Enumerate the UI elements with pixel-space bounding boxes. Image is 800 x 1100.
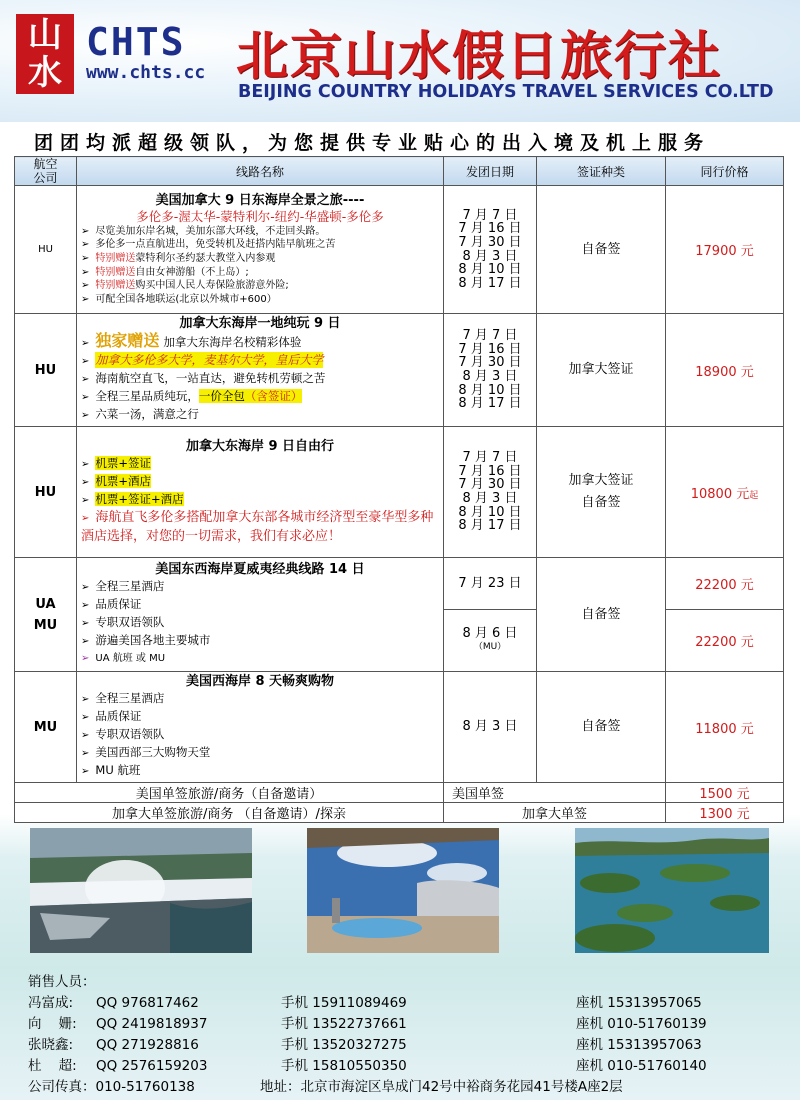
price: 17900 元: [666, 186, 784, 314]
list-item: [81, 279, 439, 293]
table-row: [15, 558, 784, 610]
dates-cell: [444, 314, 537, 427]
niagara-falls-photo: [30, 828, 252, 953]
item-text: 全程三星品质纯玩，: [95, 389, 199, 403]
table-header-row: [15, 157, 784, 186]
list-item: [28, 1014, 788, 1035]
sales-label: 销售人员：: [28, 974, 96, 990]
table-row: [15, 314, 784, 427]
logo: [16, 14, 74, 94]
item-highlight: 一价全包: [198, 389, 245, 403]
list-item: ➢ 可配全国各地联运(北京以外城市+600）: [81, 293, 439, 307]
date: 8 月 17 日: [458, 275, 522, 291]
date: 7 月 30 日: [458, 477, 522, 493]
visa: 自备签: [537, 672, 666, 783]
airline: HU: [15, 427, 77, 558]
qq: QQ 2576159203: [96, 1058, 208, 1074]
visa: 加拿大签证: [537, 314, 666, 427]
logo-char-2: 水: [28, 53, 62, 93]
visa-detail: 旅游/商务（自备邀请）: [187, 787, 323, 802]
date: 8 月 17 日: [458, 518, 522, 534]
dates-cell: [444, 186, 537, 314]
date: 8 月 10 日: [458, 262, 522, 278]
list-item: ➢ 游遍美国各地主要城市: [81, 632, 439, 650]
list-item: ➢ 尽览美加东岸名城，美加东部大环线，不走回头路。: [81, 225, 439, 239]
landline: 座机 010-51760140: [576, 1058, 707, 1074]
option: 机票+签证: [95, 455, 152, 470]
list-item: ➢ 专职双语领队: [81, 614, 439, 632]
airline: MU: [33, 617, 58, 633]
date: 8 月 3 日: [462, 491, 518, 506]
list-item: ➢ 全程三星酒店: [81, 578, 439, 596]
date: 8 月 3 日: [444, 672, 537, 783]
mobile: 手机 15810550350: [281, 1058, 407, 1074]
price: 1300 元: [666, 803, 784, 823]
special-tag: 特别赠送: [95, 280, 136, 292]
single-visa-desc: [15, 803, 444, 823]
landline: 座机 15313957063: [576, 1037, 702, 1053]
airline: MU: [15, 672, 77, 783]
contact-footer: [28, 1077, 788, 1098]
list-item: [28, 993, 788, 1014]
col-price: 同行价格: [666, 157, 784, 186]
route-title: 美国西海岸 8 天畅爽购物: [185, 674, 335, 689]
address: 地址：北京市海淀区阜成门42号中裕商务花园41号楼A座2层: [260, 1079, 623, 1095]
route-title: 美国东西海岸夏威夷经典线路 14 日: [155, 562, 365, 577]
list-item: [81, 266, 439, 280]
visa-cell: [537, 427, 666, 558]
list-item: [81, 491, 439, 509]
date: 7 月 16 日: [458, 341, 522, 357]
col-visa: 签证种类: [537, 157, 666, 186]
airline: HU: [15, 186, 77, 314]
stadium-photo: [307, 828, 499, 953]
date: 8 月 17 日: [458, 396, 522, 412]
table-row: [15, 783, 784, 803]
route-cell: [77, 672, 444, 783]
list-item: [81, 388, 439, 406]
date: 7 月 30 日: [458, 355, 522, 371]
visa: 美国单签: [444, 783, 666, 803]
date: 7 月 16 日: [458, 221, 522, 237]
table-row: [15, 186, 784, 314]
option: 机票+签证+酒店: [95, 491, 184, 506]
table-row: [15, 427, 784, 558]
list-item: ➢ 品质保证: [81, 708, 439, 726]
visa-detail: 旅游/商务 （自备邀请）/探亲: [177, 807, 346, 822]
date-cell: [444, 610, 537, 672]
date: 8 月 3 日: [462, 248, 518, 264]
list-item: ➢ MU 航班: [81, 762, 439, 780]
price: 11800 元: [666, 672, 784, 783]
lake-islands-photo: [575, 828, 769, 953]
list-item: [81, 332, 439, 352]
person-name: 杜 超:: [28, 1058, 77, 1074]
airline: UA: [35, 596, 56, 612]
company-name-cn: 北京山水假日旅行社: [236, 27, 723, 87]
universities: 加拿大多伦多大学，麦基尔大学，皇后大学: [95, 353, 324, 367]
date: 7 月 7 日: [462, 450, 518, 466]
qq: QQ 2419818937: [96, 1016, 208, 1032]
dates-cell: [444, 427, 537, 558]
all-inclusive-badge: [199, 389, 303, 403]
airline-cell: [15, 558, 77, 672]
option: 机票+酒店: [95, 473, 152, 488]
person-name: 向 姗:: [28, 1016, 77, 1032]
table-row: [15, 803, 784, 823]
list-item: [81, 352, 439, 370]
visa-name: 美国单签: [135, 787, 188, 802]
company-name-en: BEIJING COUNTRY HOLIDAYS TRAVEL SERVICES CO.LTD: [238, 82, 774, 102]
special-tag: 特别赠送: [95, 252, 136, 264]
route-cities: 多伦多-渥太华-蒙特利尔-纽约-华盛顿-多伦多: [136, 208, 384, 224]
list-item: ➢ 多伦多一点直航进出，免受转机及赶搭内陆早航班之苦: [81, 238, 439, 252]
list-item: ➢ 美国西部三大购物天堂: [81, 744, 439, 762]
list-item: ➢ 六菜一汤，满意之行: [81, 406, 439, 424]
date: 7 月 7 日: [462, 207, 518, 223]
tour-table: [14, 156, 784, 823]
special-text: 自由女神游船（不上岛）;: [135, 266, 249, 278]
special-tag: 特别赠送: [95, 266, 136, 278]
route-title: 加拿大东海岸一地纯玩 9 日: [179, 316, 341, 331]
list-item: ➢ 品质保证: [81, 596, 439, 614]
date: 8 月 3 日: [462, 369, 518, 384]
route-title: 加拿大东海岸 9 日自由行: [185, 438, 335, 454]
airline: HU: [15, 314, 77, 427]
date: 8 月 10 日: [458, 382, 522, 398]
header: [0, 0, 800, 122]
date: 7 月 16 日: [458, 463, 522, 479]
visa-name: 加拿大单签: [112, 807, 178, 822]
brand-name: CHTS: [86, 20, 186, 64]
date: 8 月 6 日: [462, 625, 518, 641]
date: 7 月 7 日: [462, 328, 518, 344]
date: 7 月 30 日: [458, 234, 522, 250]
special-text: 蒙特利尔圣约瑟大教堂入内参观: [135, 252, 276, 264]
list-item: ➢ 海南航空直飞，一站直达，避免转机劳顿之苦: [81, 370, 439, 388]
mobile: 手机 13520327275: [281, 1037, 407, 1053]
price: 10800 元: [690, 486, 750, 502]
col-date: 发团日期: [444, 157, 537, 186]
price: 22200 元: [666, 610, 784, 672]
slogan: 团团均派超级领队，为您提供专业贴心的出入境及机上服务: [34, 132, 711, 154]
item-tag: （含签证）: [244, 389, 303, 403]
date: 7 月 23 日: [444, 558, 537, 610]
gift-text: 加拿大东海岸名校精彩体验: [163, 335, 302, 349]
table-row: [15, 672, 784, 783]
website: www.chts.cc: [86, 62, 206, 83]
single-visa-desc: [15, 783, 444, 803]
list-item: ➢ 全程三星酒店: [81, 690, 439, 708]
visa: 自备签: [537, 558, 666, 672]
visa: 自备签: [537, 186, 666, 314]
route-cell: [77, 427, 444, 558]
list-item: ➢ 专职双语领队: [81, 726, 439, 744]
landline: 座机 15313957065: [576, 995, 702, 1011]
person-name: 冯富成:: [28, 995, 74, 1011]
price-suffix: 起: [749, 490, 759, 501]
col-airline: 航空 公司: [15, 157, 77, 186]
qq: QQ 271928816: [96, 1037, 199, 1053]
price: 22200 元: [666, 558, 784, 610]
list-item: [81, 473, 439, 491]
visa: 加拿大签证: [568, 473, 634, 488]
mobile: 手机 13522737661: [281, 1016, 407, 1032]
route-cell: [77, 314, 444, 427]
route-cell: [77, 558, 444, 672]
mobile: 手机 15911089469: [281, 995, 407, 1011]
price: 18900 元: [666, 314, 784, 427]
list-item: [81, 252, 439, 266]
special-text: 购买中国人民人寿保险旅游意外险;: [135, 280, 289, 292]
list-item: ➢ UA 航班 或 MU: [81, 650, 439, 667]
price-cell: [666, 427, 784, 558]
date-note: （MU）: [473, 641, 507, 652]
sales-contacts: [28, 972, 788, 1098]
list-item: [28, 1035, 788, 1056]
person-name: 张晓鑫:: [28, 1037, 74, 1053]
date: 8 月 10 日: [458, 504, 522, 520]
visa: 自备签: [581, 495, 621, 510]
route-title: 美国加拿大 9 日东海岸全景之旅----: [155, 192, 365, 208]
gift-badge: 独家赠送: [95, 331, 160, 350]
qq: QQ 976817462: [96, 995, 199, 1011]
logo-char-1: 山: [28, 15, 62, 55]
route-cell: [77, 186, 444, 314]
list-item: [81, 455, 439, 473]
list-item: ➢ 海航直飞多伦多搭配加拿大东部各城市经济型至豪华型多种酒店选择，对您的一切需求，我们有求必应！: [81, 509, 439, 546]
landline: 座机 010-51760139: [576, 1016, 707, 1032]
visa: 加拿大单签: [444, 803, 666, 823]
col-route: 线路名称: [77, 157, 444, 186]
price: 1500 元: [666, 783, 784, 803]
fax: 公司传真：010-51760138: [28, 1079, 195, 1095]
list-item: [28, 1056, 788, 1077]
